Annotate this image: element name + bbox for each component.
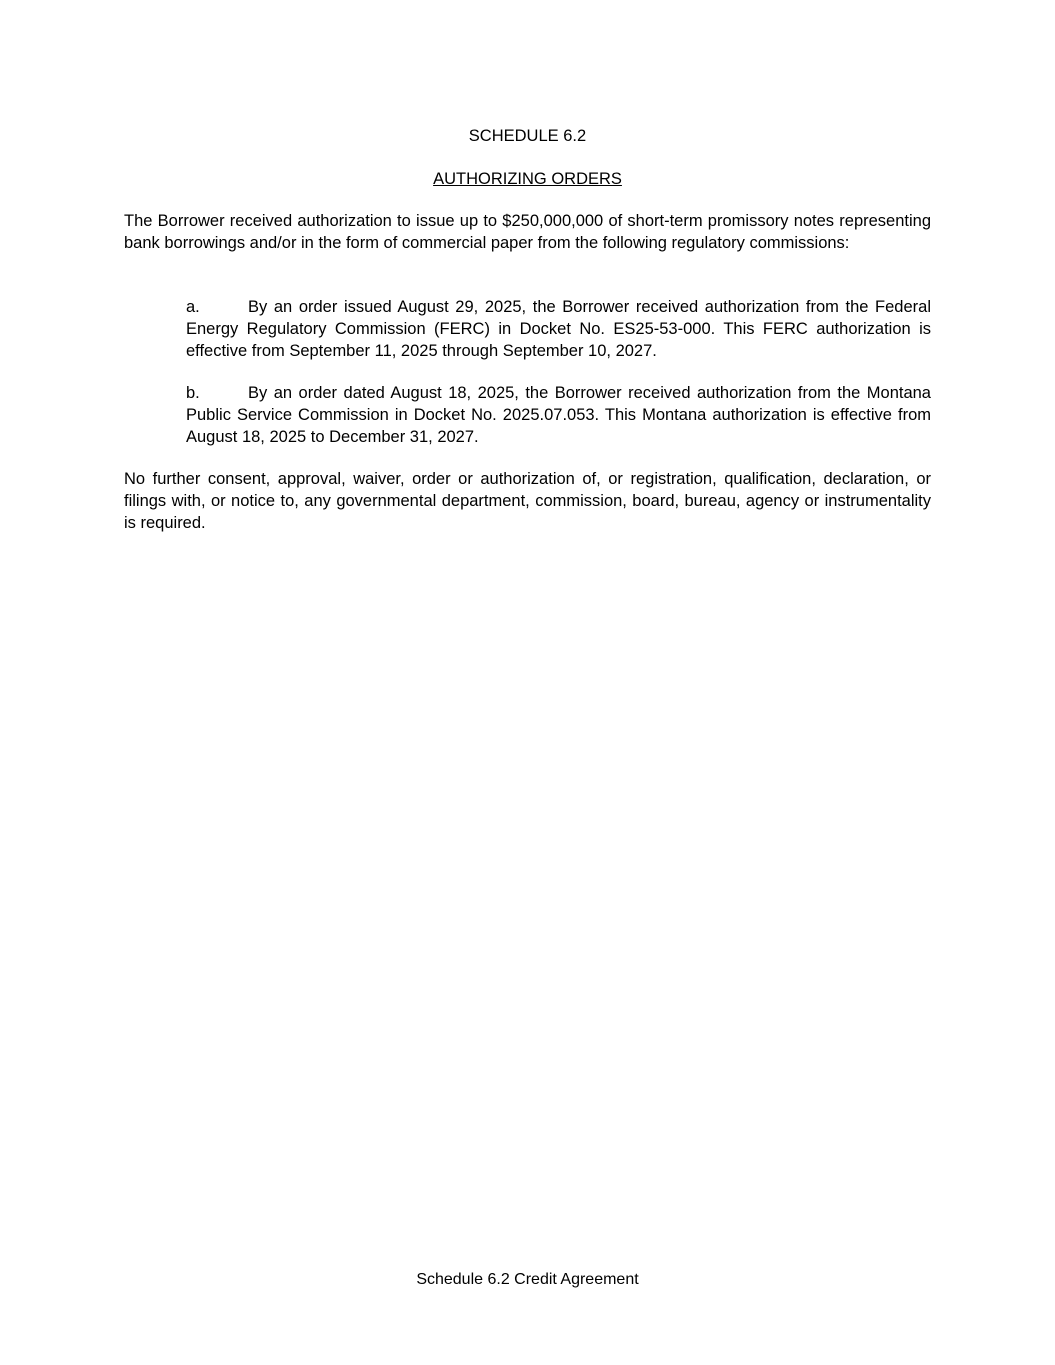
list-item-marker: b. xyxy=(186,384,200,402)
page-footer: Schedule 6.2 Credit Agreement xyxy=(416,1271,639,1288)
list-item-text: By an order dated August 18, 2025, the Borrower received authorization from the Montana Public Service Commission in Docket No. 2025.07.053. This Montana authorization is effective from August 18, 2025 to December 31, 2027. xyxy=(186,384,931,446)
list-item-text: By an order issued August 29, 2025, the Borrower received authorization from the Federal Energy Regulatory Commission (FERC) in Docket No. ES25-53-000. This FERC authorization is effective from September 11, 2025 through September 10, 2027. xyxy=(186,298,931,360)
list-item-marker: a. xyxy=(186,298,200,316)
intro-paragraph: The Borrower received authorization to issue up to $250,000,000 of short-term promissory notes representing bank borrowings and/or in the form of commercial paper from the following regulatory commissions: xyxy=(124,212,931,252)
schedule-heading xyxy=(0,168,1055,190)
list-item xyxy=(186,382,931,448)
schedule-heading-text: AUTHORIZING ORDERS xyxy=(433,170,622,188)
schedule-title: SCHEDULE 6.2 xyxy=(468,127,587,145)
list-item xyxy=(186,296,931,362)
closing-paragraph: No further consent, approval, waiver, order or authorization of, or registration, qualification, declaration, or filings with, or notice to, any governmental department, commission, board, bureau, agency or instrumentality is required. xyxy=(124,470,931,532)
